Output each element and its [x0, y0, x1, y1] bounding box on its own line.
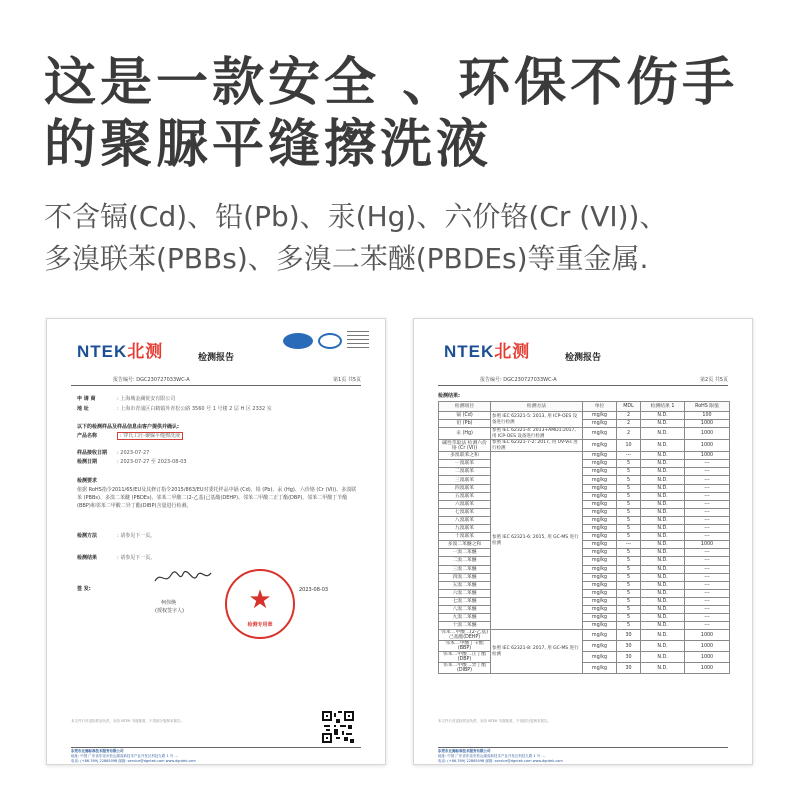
cell-unit: mg/kg — [583, 541, 617, 549]
cell-item: 邻苯二甲酸丁苄酯 (BBP) — [439, 641, 491, 652]
cell-unit: mg/kg — [583, 581, 617, 589]
cell-limit: --- — [685, 581, 730, 589]
cell-limit: --- — [685, 484, 730, 492]
footer-address: 地址: 中国 广东省东莞市松山湖高新技术产业开发区科技九路 1 号 ... — [438, 754, 545, 758]
cell-item: 四溴二苯醚 — [439, 573, 491, 581]
cell-mdl: 5 — [617, 581, 641, 589]
received-label: 样品接收日期 — [77, 450, 108, 456]
cell-result: N.D. — [641, 663, 685, 674]
logo-cn-text: 北测 — [127, 342, 164, 361]
table-row — [439, 605, 730, 613]
cell-mdl: 5 — [617, 500, 641, 508]
cell-result: N.D. — [641, 581, 685, 589]
cell-result: N.D. — [641, 652, 685, 663]
table-row — [439, 557, 730, 565]
cell-result: N.D. — [641, 440, 685, 452]
cell-limit: 1000 — [685, 440, 730, 452]
cell-result: N.D. — [641, 452, 685, 460]
table-row — [439, 460, 730, 468]
cell-mdl: 5 — [617, 516, 641, 524]
qr-code-icon — [322, 711, 354, 743]
cell-unit: mg/kg — [583, 412, 617, 420]
footer-address: 地址: 中国 广东省东莞市松山湖高新技术产业开发区科技九路 1 号 ... — [71, 754, 178, 758]
cell-mdl: 5 — [617, 589, 641, 597]
cell-item: 六溴二苯醚 — [439, 589, 491, 597]
table-row — [439, 622, 730, 630]
table-row — [439, 508, 730, 516]
cell-mdl: 30 — [617, 663, 641, 674]
report-title: 检测报告 — [197, 353, 234, 363]
cell-item: 碱性萃取法 检测六价铬 (Cr (VI)) — [439, 440, 491, 452]
cell-result: N.D. — [641, 508, 685, 516]
subtitle — [44, 196, 764, 280]
cell-result: N.D. — [641, 533, 685, 541]
table-row — [439, 641, 730, 652]
cell-method: 参照 IEC 62321-7-2: 2017, 用 UV-Vis 进行检测 — [491, 440, 583, 452]
table-row — [439, 573, 730, 581]
cell-limit: --- — [685, 605, 730, 613]
cell-limit: 1000 — [685, 428, 730, 440]
cell-result: N.D. — [641, 412, 685, 420]
cell-result: N.D. — [641, 549, 685, 557]
cell-item: 六溴联苯 — [439, 500, 491, 508]
received-value: : 2023-07-27 — [117, 450, 150, 456]
applicant-label: 申 请 商 — [77, 396, 96, 402]
cell-unit: mg/kg — [583, 557, 617, 565]
cell-mdl: --- — [617, 452, 641, 460]
method-row — [77, 532, 155, 539]
cell-unit: mg/kg — [583, 452, 617, 460]
table-row — [439, 533, 730, 541]
table-row — [439, 452, 730, 460]
page-number: 第1页 共5页 — [333, 377, 361, 383]
cell-limit: --- — [685, 533, 730, 541]
cell-mdl: 5 — [617, 614, 641, 622]
cell-result: N.D. — [641, 597, 685, 605]
cell-limit: 1000 — [685, 541, 730, 549]
cell-item: 三溴联苯 — [439, 476, 491, 484]
cell-item: 一溴联苯 — [439, 460, 491, 468]
table-header-row — [439, 402, 730, 412]
cell-unit: mg/kg — [583, 484, 617, 492]
table-row — [439, 492, 730, 500]
footer — [71, 749, 361, 764]
cell-mdl: 10 — [617, 440, 641, 452]
cell-limit: --- — [685, 549, 730, 557]
cell-unit: mg/kg — [583, 492, 617, 500]
table-row — [439, 549, 730, 557]
results-label: 检测结果: — [438, 393, 460, 399]
cell-result: N.D. — [641, 484, 685, 492]
cell-mdl: 2 — [617, 412, 641, 420]
cell-limit: --- — [685, 589, 730, 597]
table-row — [439, 525, 730, 533]
cell-item: 邻苯二甲酸二正丁酯 (DBP) — [439, 652, 491, 663]
method-value: : 请参见下一页。 — [117, 533, 156, 539]
cell-result: N.D. — [641, 492, 685, 500]
cell-result: N.D. — [641, 541, 685, 549]
table-row — [439, 652, 730, 663]
cell-result: N.D. — [641, 589, 685, 597]
cell-result: N.D. — [641, 573, 685, 581]
cell-mdl: 5 — [617, 597, 641, 605]
cell-limit: --- — [685, 597, 730, 605]
cell-limit: 100 — [685, 412, 730, 420]
cell-mdl: --- — [617, 541, 641, 549]
cell-mdl: 2 — [617, 428, 641, 440]
results-table — [438, 401, 730, 674]
cell-mdl: 5 — [617, 565, 641, 573]
header-item: 检测项目 — [439, 402, 491, 412]
table-row — [439, 630, 730, 641]
table-row — [439, 565, 730, 573]
result-label: 检测结果 — [77, 555, 98, 561]
received-row — [77, 449, 149, 456]
cell-limit: 1000 — [685, 641, 730, 652]
footer-divider — [438, 747, 728, 748]
cell-mdl: 5 — [617, 573, 641, 581]
cell-item: 八溴联苯 — [439, 516, 491, 524]
signature — [153, 569, 213, 587]
cell-limit: --- — [685, 508, 730, 516]
cell-mdl: 30 — [617, 630, 641, 641]
cell-item: 九溴二苯醚 — [439, 614, 491, 622]
footer-contact: 电话: (+86-769) 22865098 邮箱: service@dgntek.com www.dgntek.com — [71, 759, 196, 763]
cell-item: 十溴二苯醚 — [439, 622, 491, 630]
cell-result: N.D. — [641, 460, 685, 468]
cell-limit: --- — [685, 565, 730, 573]
table-row — [439, 516, 730, 524]
logo-text: NTEK — [444, 342, 495, 361]
stamp-label: 检测专用章 — [247, 622, 273, 628]
fine-print: 本文件只对送检样品负责，未经 NTEK 书面批准，不得部分复制本报告。 — [71, 719, 184, 723]
cell-unit: mg/kg — [583, 508, 617, 516]
headline-line-2: 的聚脲平缝擦洗液 — [44, 115, 493, 175]
signer-role: (授权签字人) — [155, 608, 184, 614]
footer-divider — [71, 747, 361, 748]
cell-result: N.D. — [641, 630, 685, 641]
table-row — [439, 428, 730, 440]
cell-result: N.D. — [641, 614, 685, 622]
report-number: 报告编号: DGC230727033WC-A — [113, 377, 190, 383]
headline — [44, 52, 764, 176]
cell-mdl: 5 — [617, 492, 641, 500]
cell-item: 一溴二苯醚 — [439, 549, 491, 557]
cell-item: 铅 (Pb) — [439, 420, 491, 428]
cell-unit: mg/kg — [583, 614, 617, 622]
cell-result: N.D. — [641, 516, 685, 524]
cell-method: 参照 IEC 62321-4: 2013+AMD1:2017, 用 ICP-OES 设备进行检测 — [491, 428, 583, 440]
cell-limit: --- — [685, 573, 730, 581]
cell-mdl: 5 — [617, 508, 641, 516]
table-row — [439, 484, 730, 492]
test-report-page-1 — [46, 318, 386, 765]
cell-item: 四溴联苯 — [439, 484, 491, 492]
table-row — [439, 412, 730, 420]
table-row — [439, 420, 730, 428]
address-value: : 上海市青浦区白鹤镇外青松公路 3560 号 1 号楼 2 层 H 区 2332 室 — [117, 406, 272, 412]
table-row — [439, 581, 730, 589]
cell-mdl: 5 — [617, 557, 641, 565]
cell-item: 镉 (Cd) — [439, 412, 491, 420]
test-date-value: : 2023-07-27 至 2023-08-03 — [117, 459, 187, 465]
test-date-row — [77, 458, 187, 465]
applicant-value: : 上海城金澜优安有限公司 — [117, 396, 176, 402]
cell-method: 参照 IEC 62321-8: 2017, 用 GC-MS 进行检测 — [491, 630, 583, 674]
cell-result: N.D. — [641, 565, 685, 573]
table-row — [439, 476, 730, 484]
table-row — [439, 614, 730, 622]
cell-mdl: 5 — [617, 460, 641, 468]
cell-item: 九溴联苯 — [439, 525, 491, 533]
cell-limit: 1000 — [685, 452, 730, 460]
divider — [438, 385, 728, 386]
cell-limit: 1000 — [685, 420, 730, 428]
cell-item: 八溴二苯醚 — [439, 605, 491, 613]
cell-item: 七溴联苯 — [439, 508, 491, 516]
cell-result: N.D. — [641, 420, 685, 428]
cell-limit: --- — [685, 476, 730, 484]
cell-mdl: 2 — [617, 420, 641, 428]
cell-unit: mg/kg — [583, 440, 617, 452]
cell-unit: mg/kg — [583, 630, 617, 641]
cell-limit: --- — [685, 492, 730, 500]
subtitle-line-2: 多溴联苯(PBBs)、多溴二苯醚(PBDEs)等重金属. — [44, 242, 649, 275]
header-limit: RoHS 限值 — [685, 402, 730, 412]
footer-contact: 电话: (+86-769) 22865098 邮箱: service@dgntek.com www.dgntek.com — [438, 759, 563, 763]
cell-limit: --- — [685, 525, 730, 533]
cell-mdl: 5 — [617, 605, 641, 613]
cell-mdl: 5 — [617, 525, 641, 533]
cell-unit: mg/kg — [583, 622, 617, 630]
cell-mdl: 5 — [617, 484, 641, 492]
cell-item: 十溴联苯 — [439, 533, 491, 541]
table-row — [439, 589, 730, 597]
sample-name-label: 产品名称 — [77, 433, 98, 439]
cell-method: 参照 IEC 62321-6: 2015, 用 GC-MS 进行检测 — [491, 452, 583, 630]
approve-row — [77, 585, 117, 592]
cell-unit: mg/kg — [583, 500, 617, 508]
sample-name-row — [77, 432, 183, 439]
cell-result: N.D. — [641, 622, 685, 630]
table-row — [439, 468, 730, 476]
cell-result: N.D. — [641, 468, 685, 476]
cell-unit: mg/kg — [583, 589, 617, 597]
cell-unit: mg/kg — [583, 565, 617, 573]
cell-result: N.D. — [641, 500, 685, 508]
cell-item: 三溴二苯醚 — [439, 565, 491, 573]
cell-limit: 1000 — [685, 630, 730, 641]
table-row — [439, 440, 730, 452]
cert-text-icon — [347, 331, 369, 351]
cell-unit: mg/kg — [583, 533, 617, 541]
cnas-icon — [318, 333, 342, 349]
cell-unit: mg/kg — [583, 420, 617, 428]
cell-limit: --- — [685, 614, 730, 622]
cell-mdl: 30 — [617, 652, 641, 663]
sample-intro: 以下的检测样品及样品信息由客户提供并确认: — [77, 424, 180, 430]
header-method: 检测方法 — [491, 402, 583, 412]
cell-unit: mg/kg — [583, 525, 617, 533]
cell-mdl: 5 — [617, 476, 641, 484]
footer — [438, 749, 728, 764]
signer-name: 柯伟焕 — [161, 600, 177, 606]
cell-unit: mg/kg — [583, 516, 617, 524]
cell-item: 汞 (Hg) — [439, 428, 491, 440]
table-row — [439, 541, 730, 549]
cell-unit: mg/kg — [583, 573, 617, 581]
divider — [71, 385, 361, 386]
cell-limit: --- — [685, 500, 730, 508]
cell-unit: mg/kg — [583, 597, 617, 605]
cell-mdl: 30 — [617, 641, 641, 652]
cell-result: N.D. — [641, 605, 685, 613]
header-result: 检测结果 1 — [641, 402, 685, 412]
result-value: : 请参见下一页。 — [117, 555, 156, 561]
cell-item: 七溴二苯醚 — [439, 597, 491, 605]
cell-result: N.D. — [641, 525, 685, 533]
sample-name-value: : 穿氏工匠-聚脲平缝擦洗液 — [117, 432, 183, 440]
address-label: 地 址 — [77, 406, 89, 412]
cell-limit: --- — [685, 557, 730, 565]
cell-item: 五溴联苯 — [439, 492, 491, 500]
cell-mdl: 5 — [617, 549, 641, 557]
report-number: 报告编号: DGC230727033WC-A — [480, 377, 557, 383]
cell-item: 多溴联苯之和 — [439, 452, 491, 460]
table-row — [439, 500, 730, 508]
report-title: 检测报告 — [564, 353, 601, 363]
cell-mdl: 5 — [617, 622, 641, 630]
footer-company: 东莞市北测标准技术服务有限公司 — [71, 749, 124, 753]
applicant-row — [77, 395, 175, 402]
cell-limit: 1000 — [685, 652, 730, 663]
cell-item: 二溴二苯醚 — [439, 557, 491, 565]
address-row — [77, 405, 272, 412]
table-row — [439, 663, 730, 674]
cell-item: 邻苯二甲酸二(2-乙基)己基酯(DEHP) — [439, 630, 491, 641]
cell-result: N.D. — [641, 557, 685, 565]
cell-item: 多溴二苯醚之和 — [439, 541, 491, 549]
page-number: 第2页 共5页 — [700, 377, 728, 383]
cell-mdl: 5 — [617, 468, 641, 476]
cell-unit: mg/kg — [583, 460, 617, 468]
table-row — [439, 597, 730, 605]
cell-result: N.D. — [641, 476, 685, 484]
ilac-mra-icon — [283, 333, 313, 349]
red-seal-stamp — [225, 569, 295, 639]
test-report-page-2 — [413, 318, 753, 765]
cert-logos — [283, 331, 369, 351]
cell-mdl: 5 — [617, 533, 641, 541]
method-label: 检测方法 — [77, 533, 98, 539]
cell-unit: mg/kg — [583, 428, 617, 440]
cell-item: 邻苯二甲酸二异丁酯 (DIBP) — [439, 663, 491, 674]
logo-cn-text: 北测 — [494, 342, 531, 361]
fine-print: 本文件只对送检样品负责，未经 NTEK 书面批准，不得部分复制本报告。 — [438, 719, 551, 723]
cell-item: 五溴二苯醚 — [439, 581, 491, 589]
cell-unit: mg/kg — [583, 663, 617, 674]
cell-limit: 1000 — [685, 663, 730, 674]
cell-limit: --- — [685, 622, 730, 630]
cell-limit: --- — [685, 460, 730, 468]
cell-unit: mg/kg — [583, 641, 617, 652]
footer-company: 东莞市北测标准技术服务有限公司 — [438, 749, 491, 753]
approve-label: 签 发: — [77, 586, 91, 592]
cell-limit: --- — [685, 468, 730, 476]
logo-text: NTEK — [77, 342, 128, 361]
request-text: 依据 RoHS指令2011/65/EU及其修订指令2015/863/EU对委托样品中镉 (Cd)、铅 (Pb)、汞 (Hg)、六价铬 (Cr (VI))、多溴联苯 (PBBs)、多溴二苯醚 (PBDEs)、邻苯二甲酸二(2-乙基)己基酯(DEHP)、邻苯二甲酸二正丁酯(DBP)、邻苯二甲酸丁苄酯(BBP)和邻苯二甲酸二异丁酯(DIBP)含量进行检测。 — [77, 487, 357, 509]
request-title: 检测要求 — [77, 478, 98, 484]
subtitle-line-1: 不含镉(Cd)、铅(Pb)、汞(Hg)、六价铬(Cr (VI))、 — [44, 200, 668, 233]
cell-unit: mg/kg — [583, 476, 617, 484]
cell-item: 二溴联苯 — [439, 468, 491, 476]
cell-unit: mg/kg — [583, 652, 617, 663]
star-icon: ★ — [248, 585, 272, 615]
header-unit: 单位 — [583, 402, 617, 412]
header-mdl: MDL — [617, 402, 641, 412]
approve-date: 2023-08-03 — [299, 587, 329, 593]
cell-unit: mg/kg — [583, 605, 617, 613]
cell-result: N.D. — [641, 641, 685, 652]
cell-limit: --- — [685, 516, 730, 524]
cell-unit: mg/kg — [583, 549, 617, 557]
cell-method: 参照 IEC 62321-5: 2013, 用 ICP-OES 设备进行检测 — [491, 412, 583, 428]
result-row — [77, 554, 155, 561]
cell-unit: mg/kg — [583, 468, 617, 476]
test-date-label: 检测日期 — [77, 459, 98, 465]
headline-line-1: 这是一款安全 、环保不伤手 — [44, 53, 739, 113]
results-body — [439, 412, 730, 674]
cell-result: N.D. — [641, 428, 685, 440]
